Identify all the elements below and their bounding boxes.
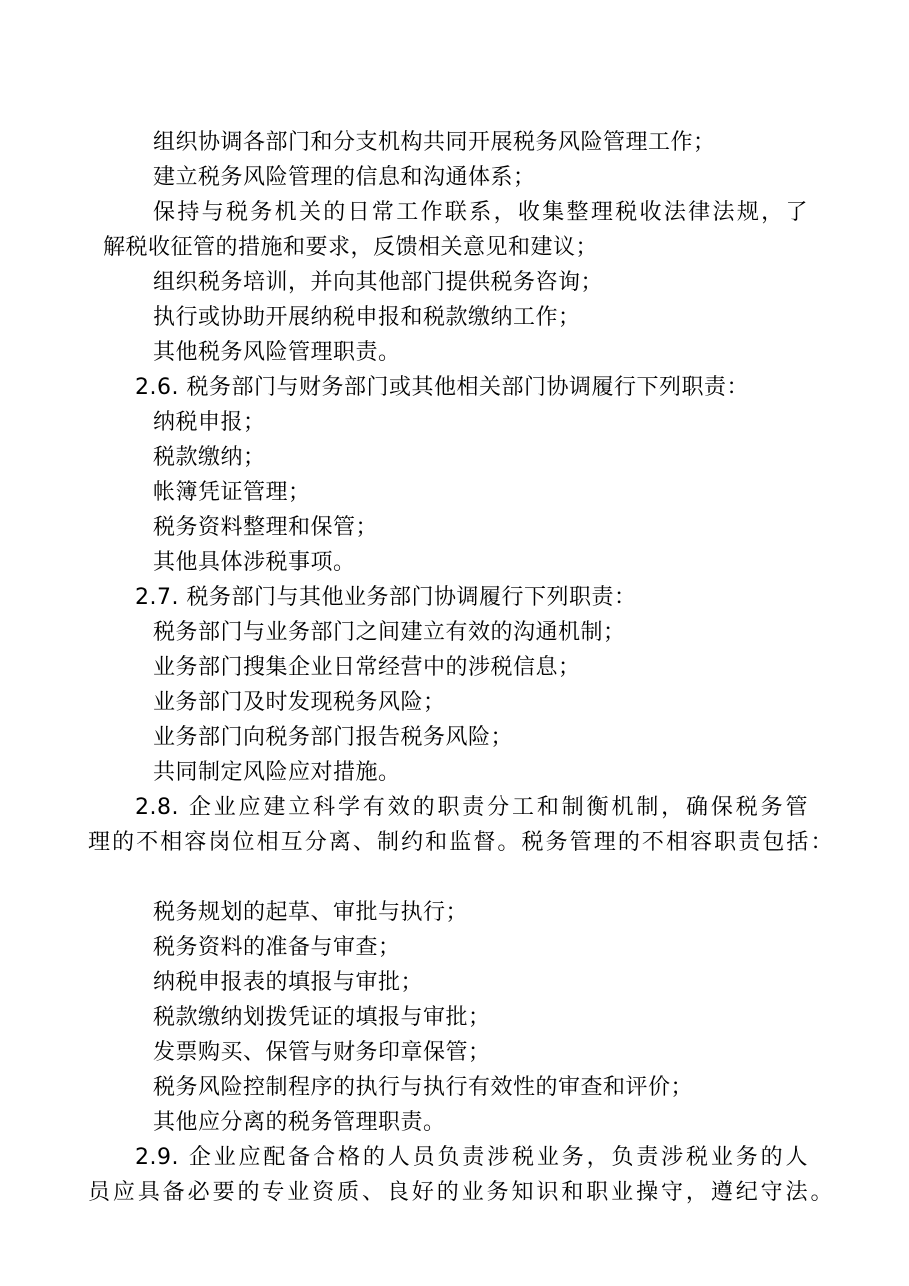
text-line: 执行或协助开展纳税申报和税款缴纳工作； [153,305,581,330]
text-line: 纳税申报表的填报与审批； [153,970,424,995]
text-line: 其他应分离的税务管理职责。 [153,1110,446,1135]
section-heading: 2.7. 税务部门与其他业务部门协调履行下列职责： [135,585,637,610]
text-line: 税款缴纳； [153,445,266,470]
section-heading: 2.8. 企业应建立科学有效的职责分工和制衡机制，确保税务管 [135,795,808,820]
text-line: 理的不相容岗位相互分离、制约和监督。税务管理的不相容职责包括： [88,830,833,855]
section-heading: 2.9. 企业应配备合格的人员负责涉税业务，负责涉税业务的人 [135,1145,808,1170]
text-line: 保持与税务机关的日常工作联系，收集整理税收法律法规，了 [153,200,808,225]
text-line: 其他具体涉税事项。 [153,550,356,575]
text-line: 建立税务风险管理的信息和沟通体系； [153,165,536,190]
text-line: 解税收征管的措施和要求，反馈相关意见和建议； [103,235,599,260]
text-line: 组织税务培训，并向其他部门提供税务咨询； [153,270,604,295]
text-line: 共同制定风险应对措施。 [153,760,401,785]
text-line: 税务资料的准备与审查； [153,935,401,960]
text-line: 税款缴纳划拨凭证的填报与审批； [153,1005,491,1030]
text-line: 组织协调各部门和分支机构共同开展税务风险管理工作； [153,130,716,155]
text-line: 发票购买、保管与财务印章保管； [153,1040,491,1065]
text-line: 税务规划的起草、审批与执行； [153,900,469,925]
text-line: 税务资料整理和保管； [153,515,379,540]
text-line: 业务部门搜集企业日常经营中的涉税信息； [153,655,581,680]
text-line: 税务部门与业务部门之间建立有效的沟通机制； [153,620,626,645]
text-line: 帐簿凭证管理； [153,480,311,505]
text-line: 其他税务风险管理职责。 [153,340,401,365]
text-line: 税务风险控制程序的执行与执行有效性的审查和评价； [153,1075,694,1100]
text-line: 纳税申报； [153,410,266,435]
section-heading: 2.6. 税务部门与财务部门或其他相关部门协调履行下列职责： [135,375,749,400]
text-line: 业务部门向税务部门报告税务风险； [153,725,514,750]
text-line: 业务部门及时发现税务风险； [153,690,446,715]
text-line: 员应具备必要的专业资质、良好的业务知识和职业操守，遵纪守法。 [88,1180,833,1205]
